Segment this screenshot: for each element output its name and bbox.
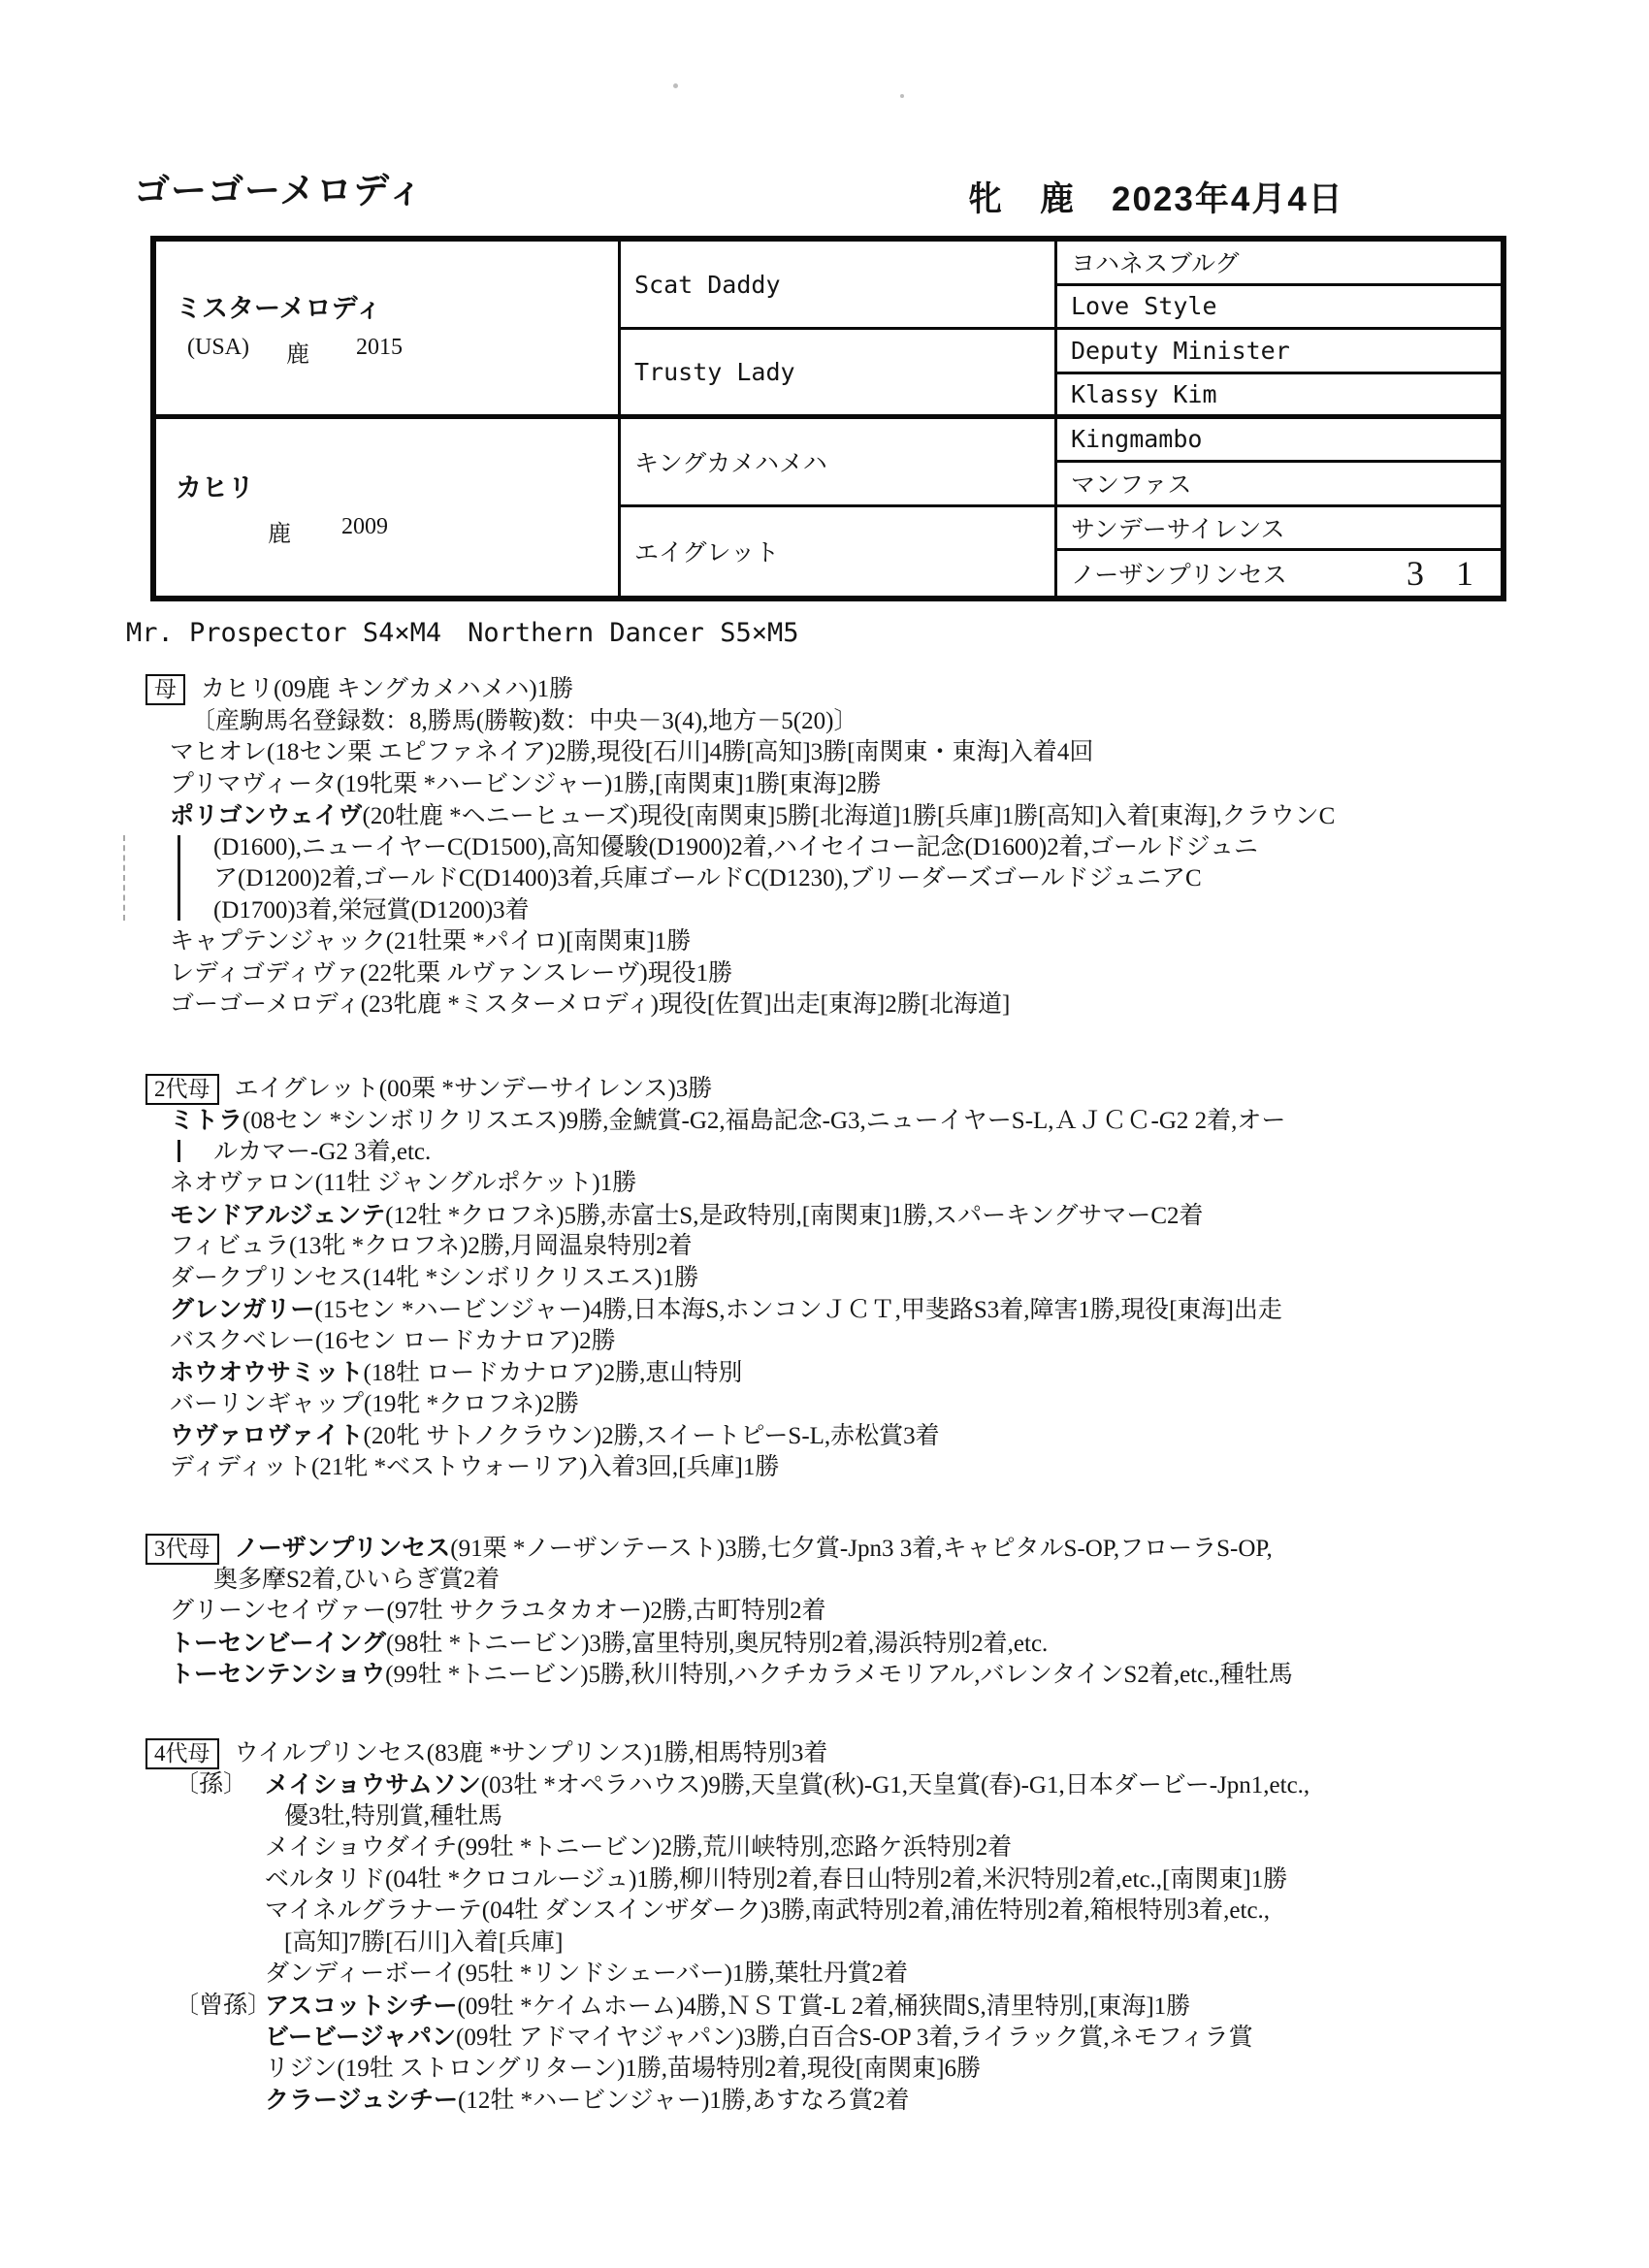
horse-record: (99牡 *トニービン)5勝,秋川特別,ハクチカラメモリアル,バレンタインS2着,etc.,種牡馬 [385, 1662, 1293, 1688]
horse-name: グリーンセイヴァー [170, 1598, 387, 1624]
pedigree-line [0, 1959, 1649, 1991]
section-marker: 4代母 [146, 1738, 219, 1769]
progeny-entry [0, 1168, 1649, 1200]
generation-label: 〔孫〕 [175, 1771, 248, 1798]
horse-name: ゴーゴーメロディ [170, 991, 361, 1018]
horse-record: (08セン *シンボリクリスエス)9勝,金鯱賞-G2,福島記念-G3,ニューイヤーS-L,ＡＪＣＣ-G2 2着,オー [242, 1108, 1286, 1134]
sire-dam-cell: Trusty Lady [621, 330, 1057, 418]
horse-name: ミトラ [170, 1107, 243, 1134]
section-marker: 3代母 [146, 1534, 219, 1565]
continuation-line: ルカマー-G2 3着,etc. [213, 1138, 432, 1165]
horse-record: (22牝栗 ルヴァンスレーヴ)現役1勝 [359, 959, 733, 987]
progeny-entry [0, 1628, 1649, 1660]
horse-record: (19牝 *クロフネ)2勝 [364, 1390, 579, 1417]
horse-record: (04牡 ダンスインザダーク)3勝,南武特別2着,浦佐特別2着,箱根特別3着,etc., [481, 1897, 1271, 1924]
progeny-entry [0, 1959, 1649, 1991]
pedigree-line [0, 1105, 1649, 1137]
pedigree-line [0, 1263, 1649, 1295]
section-head-line [0, 1738, 1649, 1770]
pedigree-line [0, 958, 1649, 990]
pedigree-line [0, 800, 1649, 832]
progeny-entry [0, 1294, 1649, 1326]
horse-record: (99牡 *トニービン)2勝,荒川峡特別,恋路ケ浜特別2着 [457, 1834, 1013, 1861]
pedigree-line [0, 1628, 1649, 1660]
inbreeding-line: Mr. Prospector S4×M4 Northern Dancer S5×M5 [126, 618, 799, 648]
horse-record: (15セン *ハービンジャー)4勝,日本海S,ホンコンＪＣＴ,甲斐路S3着,障害1勝,現役[東海]出走 [314, 1297, 1282, 1323]
horse-record: (12牡 *ハービンジャー)1勝,あすなろ賞2着 [458, 2088, 910, 2114]
horse-name: ビービージャパン [265, 2024, 457, 2051]
progeny-entry [0, 926, 1649, 958]
horse-name: キャプテンジャック [170, 928, 386, 955]
progeny-entry [0, 1357, 1649, 1389]
horse-record: (13牝 *クロフネ)2勝,月岡温泉特別2着 [289, 1233, 693, 1259]
horse-record: (14牝 *シンボリクリスエス)1勝 [363, 1264, 699, 1291]
continuation-line: (D1700)3着,栄冠賞(D1200)3着 [213, 896, 530, 923]
sibling-connector-line [178, 1140, 180, 1162]
horse-name: バスクベレー [170, 1327, 316, 1354]
scan-speck [673, 83, 678, 88]
dam-name: カヒリ [176, 472, 254, 502]
horse-record: (04牡 *クロコルージュ)1勝,柳川特別2着,春日山特別2着,米沢特別2着,etc.,[南関東]1勝 [385, 1865, 1288, 1893]
progeny-entry [0, 989, 1649, 1021]
horse-name: プリマヴィータ [170, 770, 338, 797]
continuation-line: 奥多摩S2着,ひいらぎ賞2着 [213, 1566, 501, 1593]
progeny-entry [0, 1991, 1649, 2023]
horse-name: レディゴディヴァ [170, 959, 360, 987]
sire-origin: (USA) [187, 334, 249, 360]
section-head-name: ノーザンプリンセス [234, 1535, 451, 1562]
horse-name: ダンディーボーイ [265, 1960, 458, 1987]
pedigree-section [0, 665, 1649, 1021]
horse-record: (16セン ロードカナロア)2勝 [315, 1327, 616, 1354]
pedigree-section [0, 1524, 1649, 1691]
ggp-cell-last [1057, 551, 1501, 596]
sire-sire-cell: Scat Daddy [621, 242, 1057, 330]
horse-name: ウヴァロヴァイト [170, 1422, 364, 1449]
progeny-entry [0, 1452, 1649, 1484]
horse-name: バーリンギャップ [170, 1390, 365, 1417]
progeny-entry [0, 737, 1649, 769]
horse-name: アスコットシチー [265, 1992, 458, 2020]
pedigree-line [0, 1832, 1649, 1864]
horse-record: (95牡 *リンドシェーバー)1勝,葉牡丹賞2着 [457, 1960, 909, 1987]
dam-year: 2009 [341, 513, 388, 539]
horse-record: (19牝栗 *ハービンジャー)1勝,[南関東]1勝[東海]2勝 [337, 770, 882, 797]
continuation-line: (D1600),ニューイヤーC(D1500),高知優駿(D1900)2着,ハイセイコー記念(D1600)2着,ゴールドジュニ [213, 833, 1258, 860]
horse-record: (18セン栗 エピファネイア)2勝,現役[石川]4勝[高知]3勝[南関東・東海]入着4回 [267, 739, 1094, 765]
pedigree-line [0, 1596, 1649, 1628]
horse-record: (97牡 サクラユタカオー)2勝,古町特別2着 [386, 1598, 826, 1624]
section-head-record: (83鹿 *サンプリンス)1勝,相馬特別3着 [426, 1739, 828, 1766]
progeny-entry [0, 1895, 1649, 1959]
page-number-stamp: 3 1 [1406, 554, 1485, 594]
horse-name: クラージュシチー [265, 2087, 459, 2114]
pedigree-line [0, 1864, 1649, 1896]
dam-dam-dam: ノーザンプリンセス [1071, 563, 1287, 590]
section-head-line [0, 1533, 1649, 1565]
progeny-entry [0, 1420, 1649, 1452]
progeny-entry [0, 1864, 1649, 1896]
horse-record: (21牝 *ベストウォーリア)入着3回,[兵庫]1勝 [311, 1453, 780, 1480]
dam-dam-cell: エイグレット [621, 507, 1057, 596]
pedigree-line [0, 1294, 1649, 1326]
pedigree-line [0, 1389, 1649, 1421]
horse-name: モンドアルジェンテ [170, 1201, 386, 1229]
section-marker: 2代母 [146, 1074, 219, 1105]
sibling-connector-line [178, 835, 180, 921]
pedigree-line [0, 769, 1649, 801]
section-head-line [0, 1074, 1649, 1106]
pedigree-line [0, 1357, 1649, 1389]
horse-record: (20牡鹿 *ヘニーヒューズ)現役[南関東]5勝[北海道]1勝[兵庫]1勝[高知]入着[東海],クラウンC [362, 803, 1336, 829]
pedigree-line [0, 1326, 1649, 1358]
ggp-cell: Kingmambo [1057, 419, 1501, 464]
section-head-record: (00栗 *サンデーサイレンス)3勝 [378, 1075, 713, 1102]
horse-name: トーセンテンショウ [170, 1661, 386, 1688]
progeny-entry [0, 2054, 1649, 2086]
continuation-line: ア(D1200)2着,ゴールドC(D1400)3着,兵庫ゴールドC(D1230),ブリーダーズゴールドジュニアC [213, 865, 1202, 891]
pedigree-line [0, 2022, 1649, 2054]
pedigree-line [0, 926, 1649, 958]
progeny-entry [0, 1200, 1649, 1232]
section-head-name: ウイルプリンセス [234, 1739, 427, 1766]
dam-coat: 鹿 [268, 521, 291, 547]
horse-name: フィビュラ [170, 1233, 290, 1259]
horse-name: マヒオレ [170, 739, 268, 765]
ggp-cell: サンデーサイレンス [1057, 507, 1501, 552]
continuation-line: 優3牡,特別賞,種牡馬 [284, 1802, 503, 1830]
horse-record: (09牡 *ケイムホーム)4勝,ＮＳＴ賞-L 2着,桶狭間S,清里特別,[東海]1勝 [457, 1993, 1191, 2020]
pedigree-line [0, 1231, 1649, 1263]
horse-record: (03牡 *オペラハウス)9勝,天皇賞(秋)-G1,天皇賞(春)-G1,日本ダービー-Jpn1,etc., [480, 1772, 1310, 1798]
progeny-entry [0, 1659, 1649, 1691]
ggp-cell: Love Style [1057, 286, 1501, 331]
horse-name: ダークプリンセス [170, 1264, 364, 1291]
section-head-line [0, 674, 1649, 706]
pedigree-line [0, 1452, 1649, 1484]
horse-name-title: ゴーゴーメロディ [134, 171, 425, 211]
horse-record: (12牡 *クロフネ)5勝,赤富士S,是政特別,[南関東]1勝,スパーキングサマーC2着 [385, 1202, 1204, 1229]
progeny-entry [0, 1231, 1649, 1263]
progeny-entry [0, 1326, 1649, 1358]
dam-sire-cell: キングカメハメハ [621, 419, 1057, 507]
scan-speck [900, 94, 904, 98]
progeny-entry [0, 1389, 1649, 1421]
pedigree-line [0, 2054, 1649, 2086]
horse-record: (20牝 サトノクラウン)2勝,スイートピーS-L,赤松賞3着 [363, 1423, 940, 1449]
pedigree-table [150, 236, 1506, 601]
horse-record: (18牡 ロードカナロア)2勝,恵山特別 [363, 1360, 743, 1386]
horse-name: ホウオウサミット [170, 1359, 364, 1386]
sire-coat: 鹿 [286, 341, 309, 368]
pedigree-line [0, 1168, 1649, 1200]
section-marker: 母 [146, 674, 185, 705]
pedigree-line [0, 989, 1649, 1021]
progeny-entry [0, 1596, 1649, 1628]
progeny-entry [0, 1105, 1649, 1168]
family-sections [0, 665, 1649, 2117]
sire-detail [176, 335, 403, 369]
sire-cell [156, 242, 621, 419]
horse-record: (11牡 ジャングルポケット)1勝 [314, 1170, 637, 1196]
pedigree-line [0, 737, 1649, 769]
sire-name: ミスターメロディ [176, 293, 382, 323]
scan-artifact-line [123, 835, 125, 921]
pedigree-line [0, 2085, 1649, 2117]
progeny-entry [0, 2022, 1649, 2054]
horse-name: リジン [265, 2055, 338, 2082]
pedigree-line [0, 1659, 1649, 1691]
horse-record: (19牡 ストロングリターン)1勝,苗場特別2着,現役[南関東]6勝 [337, 2055, 981, 2082]
horse-name: ディディット [170, 1453, 312, 1480]
horse-record: (09牡 アドマイヤジャパン)3勝,白百合S-OP 3着,ライラック賞,ネモフィラ賞 [456, 2025, 1253, 2051]
continuation-line: [高知]7勝[石川]入着[兵庫] [284, 1928, 564, 1956]
ggp-cell: マンファス [1057, 463, 1501, 507]
horse-name: トーセンビーイング [170, 1629, 387, 1657]
horse-name: ネオヴァロン [170, 1170, 315, 1196]
ggp-cell: Deputy Minister [1057, 330, 1501, 374]
pedigree-line [0, 1420, 1649, 1452]
progeny-entry [0, 1263, 1649, 1295]
sire-year: 2015 [356, 334, 403, 360]
pedigree-section [0, 1730, 1649, 2117]
sex-coat-birthdate: 牝 鹿 2023年4月4日 [968, 180, 1344, 218]
produce-record-note: 〔産駒馬名登録数：8,勝馬(勝鞍)数：中央－3(4),地方－5(20)〕 [191, 707, 858, 734]
dam-detail [176, 514, 388, 548]
progeny-entry [0, 958, 1649, 990]
progeny-entry [0, 800, 1649, 926]
progeny-entry [0, 2085, 1649, 2117]
section-head-record: (91栗 *ノーザンテースト)3勝,七夕賞-Jpn3 3着,キャピタルS-OP,フローラS-OP, [450, 1536, 1273, 1562]
horse-name: グレンガリー [170, 1296, 315, 1323]
section-head-name: カヒリ [201, 676, 275, 702]
pedigree-section [0, 1065, 1649, 1484]
ggp-cell: ヨハネスブルグ [1057, 242, 1501, 286]
pedigree-line [0, 1769, 1649, 1801]
progeny-entry [0, 1769, 1649, 1832]
progeny-entry [0, 1832, 1649, 1864]
generation-label: 〔曾孫〕 [175, 1992, 273, 2019]
pedigree-line [0, 1200, 1649, 1232]
horse-name: メイショウダイチ [265, 1834, 458, 1861]
progeny-entry [0, 769, 1649, 801]
horse-name: ポリゴンウェイヴ [170, 802, 363, 829]
horse-record: (21牡栗 *パイロ)[南関東]1勝 [385, 928, 692, 955]
horse-name: ベルタリド [265, 1865, 386, 1893]
horse-name: メイショウサムソン [265, 1771, 481, 1798]
ggp-cell: Klassy Kim [1057, 374, 1501, 419]
pedigree-line [0, 1991, 1649, 2023]
pedigree-line [0, 1895, 1649, 1928]
section-head-record: (09鹿 キングカメハメハ)1勝 [274, 676, 574, 702]
section-head-name: エイグレット [234, 1075, 379, 1102]
horse-record: (23牝鹿 *ミスターメロディ)現役[佐賀]出走[東海]2勝[北海道] [360, 991, 1011, 1018]
horse-name: マイネルグラナーテ [265, 1897, 482, 1924]
dam-cell [156, 419, 621, 597]
horse-record: (98牡 *トニービン)3勝,富里特別,奥尻特別2着,湯浜特別2着,etc. [386, 1630, 1049, 1657]
